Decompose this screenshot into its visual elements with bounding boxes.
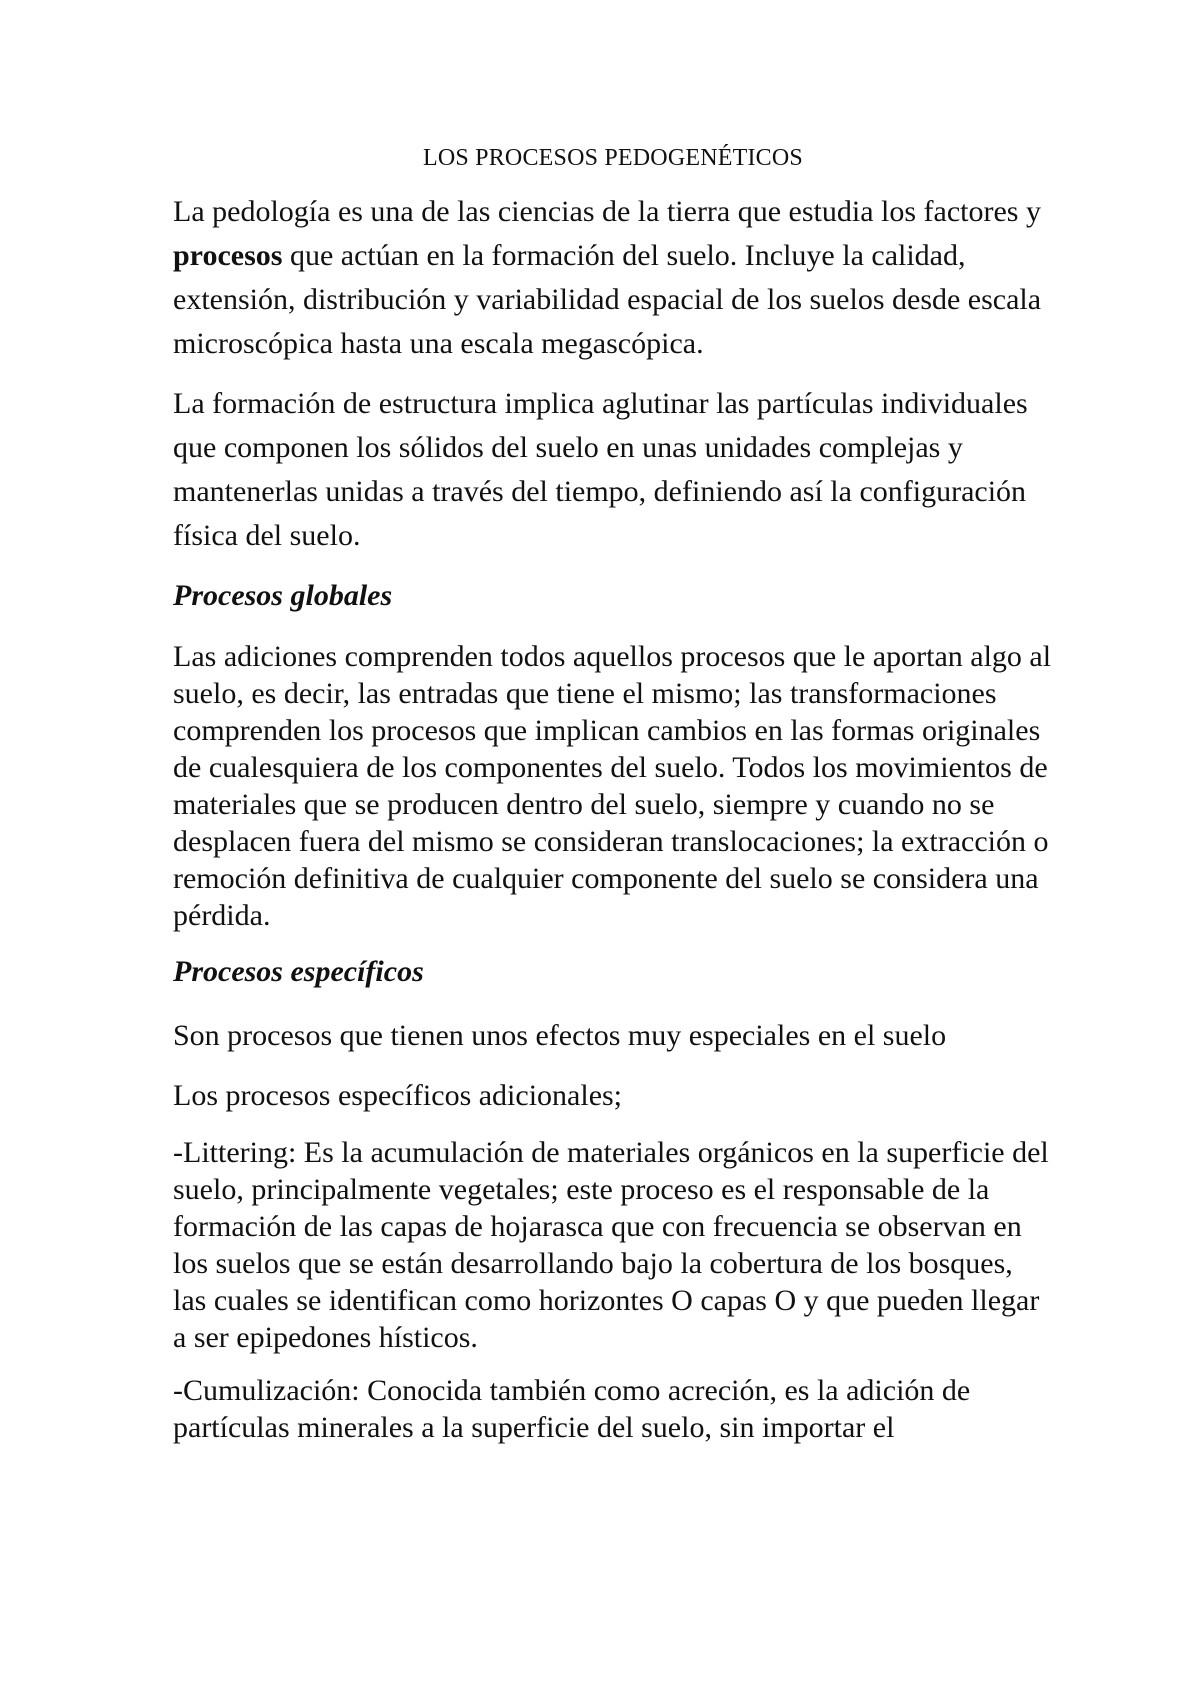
- heading-procesos-globales: Procesos globales: [173, 579, 393, 612]
- intro-text-end: que actúan en la formación del suelo. Incluye la calidad, extensión, distribución y variabilidad espacial de los suelos desde escala microscópica hasta una escala megascópica.: [173, 239, 1042, 360]
- littering-paragraph: -Littering: Es la acumulación de materiales orgánicos en la superficie del suelo, principalmente vegetales; este proceso es el responsable de la formación de las capas de hojarasca que con frecuencia se observan en los suelos que se están desarrollando bajo la cobertura de los bosques, las cuales se identifican como horizontes O capas O y que pueden llegar a ser epipedones hísticos.: [173, 1136, 1049, 1354]
- cumulizacion-paragraph: -Cumulización: Conocida también como acreción, es la adición de partículas minerales a la superficie del suelo, sin importar el: [173, 1374, 971, 1444]
- intro-paragraph: [173, 190, 1053, 366]
- document-title: LOS PROCESOS PEDOGENÉTICOS: [423, 145, 803, 171]
- intro-text-start: La pedología es una de las ciencias de la tierra que estudia los factores y: [173, 195, 1041, 228]
- heading-procesos-especificos: Procesos específicos: [173, 955, 424, 988]
- document-body: [173, 140, 1053, 1462]
- intro-bold-term: procesos: [173, 239, 283, 272]
- global-processes-paragraph: Las adiciones comprenden todos aquellos procesos que le aportan algo al suelo, es decir, las entradas que tiene el mismo; las transformaciones comprenden los procesos que implican cambios en las formas originales de cualesquiera de los componentes del suelo. Todos los movimientos de materiales que se producen dentro del suelo, siempre y cuando no se desplacen fuera del mismo se consideran translocaciones; la extracción o remoción definitiva de cualquier componente del suelo se considera una pérdida.: [173, 640, 1052, 932]
- specific-intro-paragraph: Son procesos que tienen unos efectos muy especiales en el suelo: [173, 1019, 947, 1052]
- structure-paragraph: La formación de estructura implica aglutinar las partículas individuales que componen los sólidos del suelo en unas unidades complejas y mantenerlas unidas a través del tiempo, definiendo así la configuración física del suelo.: [173, 387, 1028, 552]
- specific-additional-paragraph: Los procesos específicos adicionales;: [173, 1079, 623, 1112]
